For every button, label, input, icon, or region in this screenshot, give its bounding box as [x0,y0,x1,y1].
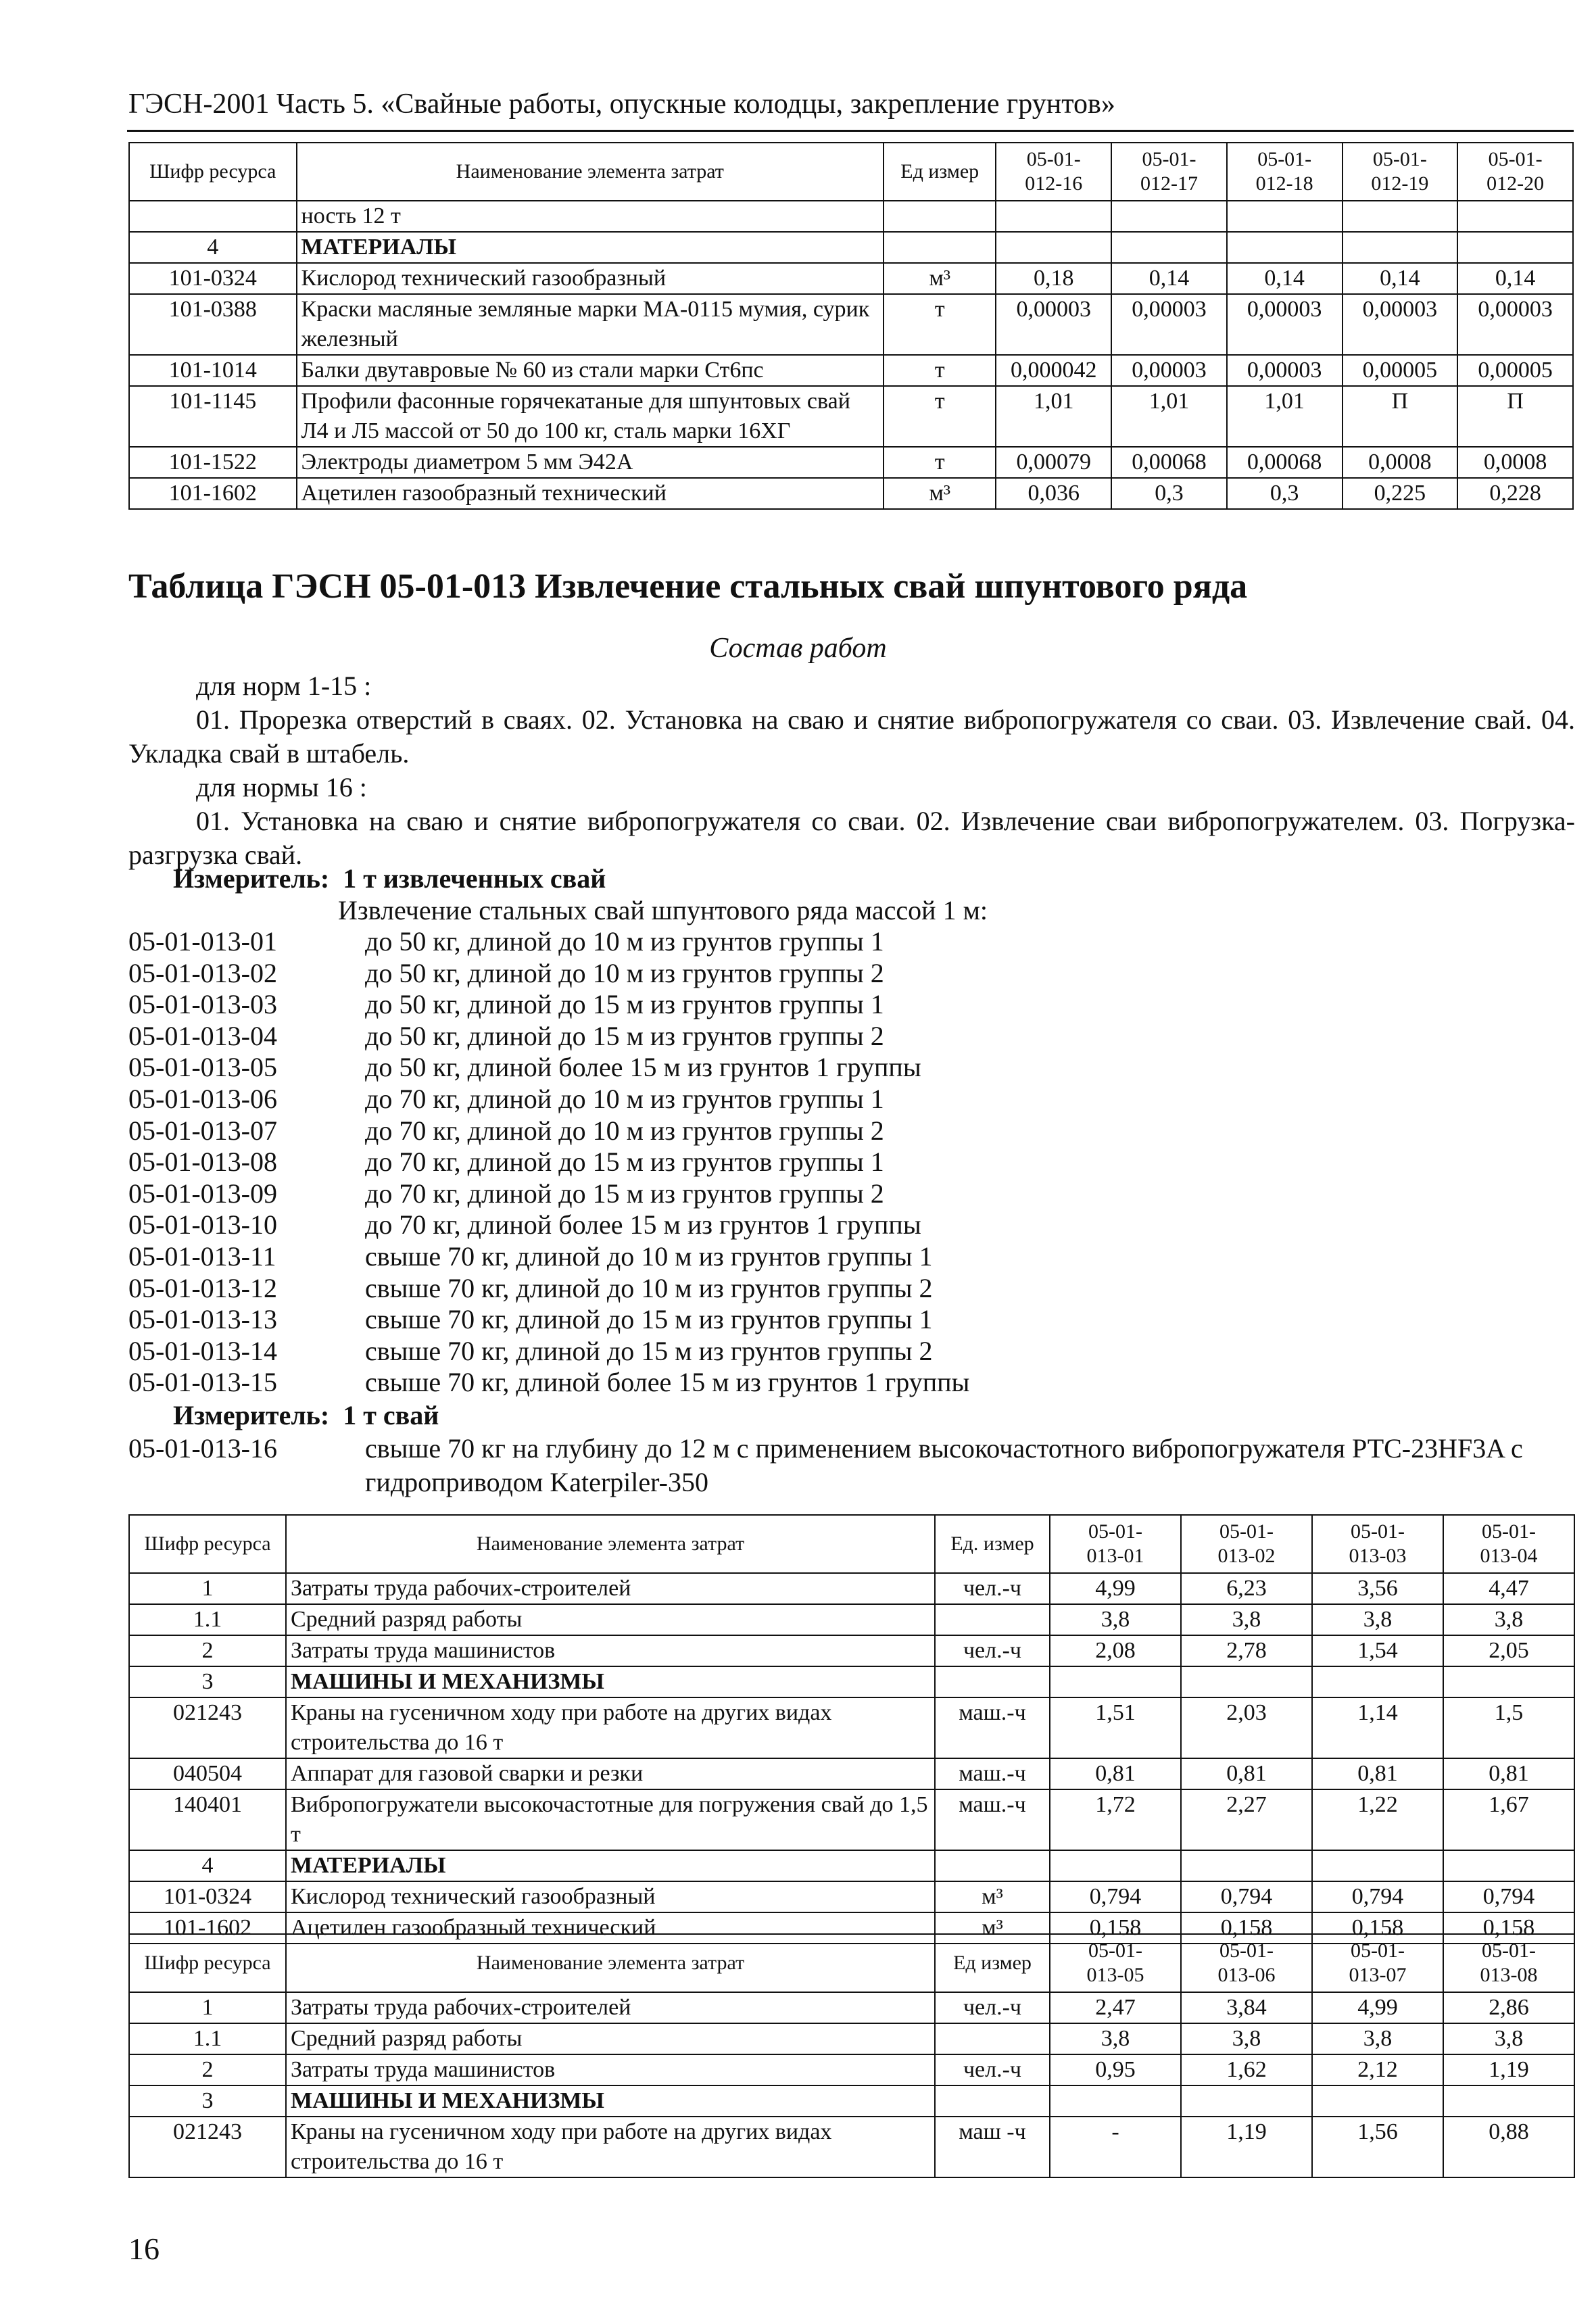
row-name: ность 12 т [297,201,884,232]
header-name: Наименование элемента затрат [286,1515,935,1573]
row-value: 3,8 [1312,1604,1443,1635]
header-name: Наименование элемента затрат [297,143,884,201]
row-value: 4,99 [1312,1992,1443,2023]
row-value [1343,201,1458,232]
table-row [129,355,1573,386]
row-value: 0,00068 [1227,447,1343,478]
row-code: 021243 [129,2117,286,2177]
list-item-code: 05-01-013-02 [128,957,277,988]
header-norm-col: 05-01- 013-04 [1443,1515,1574,1573]
section-heading: МАТЕРИАЛЫ [286,1850,935,1881]
table-row [129,1697,1574,1758]
row-code: 1.1 [129,1604,286,1635]
row-value: 0,14 [1111,263,1227,294]
row-unit: т [884,386,996,447]
row-value [1312,2085,1443,2117]
section-row [129,1850,1574,1881]
row-value: 3,8 [1443,2023,1574,2054]
row-code: 140401 [129,1789,286,1850]
row-unit [935,2085,1050,2117]
row-name: Электроды диаметром 5 мм Э42А [297,447,884,478]
list-item [128,958,969,990]
list-item-text: до 70 кг, длиной до 15 м из грунтов группы 2 [365,1178,884,1209]
row-value: 0,158 [1181,1912,1312,1944]
list-item-text: свыше 70 кг, длиной более 15 м из грунтов 1 группы [365,1367,970,1398]
row-value: 0,3 [1111,478,1227,509]
list-item [128,926,969,958]
row-value: 0,00079 [996,447,1111,478]
list-item [128,1021,969,1053]
list-item-text: до 70 кг, длиной до 10 м из грунтов группы 2 [365,1115,884,1146]
list-item-text: свыше 70 кг, длиной до 15 м из грунтов группы 1 [365,1304,933,1335]
table-row [129,1573,1574,1604]
row-name: Затраты труда машинистов [286,1635,935,1666]
table-row [129,2023,1574,2054]
row-value: 4,47 [1443,1573,1574,1604]
table-row [129,1604,1574,1635]
section-row [129,2085,1574,2117]
row-unit: т [884,294,996,355]
list-item [128,1115,969,1147]
table-row [129,1992,1574,2023]
row-value [1050,1850,1181,1881]
table-header-row [129,1515,1574,1573]
norms-1-15-label: для норм 1-15 : [196,671,372,701]
row-value [1227,201,1343,232]
meter-1-label: Измеритель: [173,863,330,894]
list-item-code: 05-01-013-13 [128,1304,277,1335]
row-value [1181,2085,1312,2117]
row-unit: чел.-ч [935,1635,1050,1666]
row-value: 3,8 [1443,1604,1574,1635]
row-value: 0,3 [1227,478,1343,509]
row-value: 0,00003 [1227,294,1343,355]
list-item [128,1209,969,1241]
row-code: 040504 [129,1758,286,1789]
row-value: 0,00003 [1111,294,1227,355]
row-code: 101-1602 [129,1912,286,1944]
list-item-text: до 70 кг, длиной более 15 м из грунтов 1 группы [365,1209,921,1240]
table-row [129,1789,1574,1850]
row-value: 0,00005 [1457,355,1573,386]
row-name: Краски масляные земляные марки МА-0115 мумия, сурик железный [297,294,884,355]
row-value: 3,8 [1050,2023,1181,2054]
row-value: 0,88 [1443,2117,1574,2177]
row-value: 0,14 [1343,263,1458,294]
row-value: 3,8 [1050,1604,1181,1635]
page-number: 16 [128,2231,160,2266]
list-item-code: 05-01-013-09 [128,1178,277,1209]
row-value [1457,201,1573,232]
row-value [1050,2085,1181,2117]
row-unit: т [884,447,996,478]
row-value: 0,81 [1181,1758,1312,1789]
row-value: 2,12 [1312,2054,1443,2085]
row-code: 3 [129,2085,286,2117]
section-row [129,1666,1574,1697]
row-value: 6,23 [1181,1573,1312,1604]
row-value: 3,56 [1312,1573,1443,1604]
row-value [1312,1666,1443,1697]
row-code: 101-1602 [129,478,297,509]
row-unit: маш.-ч [935,1697,1050,1758]
row-value: 0,000042 [996,355,1111,386]
list-intro: Извлечение стальных свай шпунтового ряда массой 1 м: [338,895,988,925]
row-value: 3,84 [1181,1992,1312,2023]
list-item [128,1336,969,1368]
row-unit: маш.-ч [935,1789,1050,1850]
row-value: 1,51 [1050,1697,1181,1758]
list-item-text: свыше 70 кг, длиной до 15 м из грунтов группы 2 [365,1335,933,1366]
table-row [129,263,1573,294]
row-unit: т [884,355,996,386]
list-item-text: до 70 кг, длиной до 10 м из грунтов группы 1 [365,1083,884,1114]
meter-2-value: 1 т свай [343,1400,439,1430]
row-value: 0,036 [996,478,1111,509]
row-unit [884,201,996,232]
row-name: Ацетилен газообразный технический [297,478,884,509]
header-norm-col: 05-01- 013-01 [1050,1515,1181,1573]
row-value: 0,228 [1457,478,1573,509]
row-value [1181,1666,1312,1697]
table-row [129,2054,1574,2085]
row-value [1111,232,1227,263]
header-rule [127,130,1574,132]
row-value: 0,18 [996,263,1111,294]
table-row [129,447,1573,478]
list-item [128,1147,969,1178]
row-value: 2,86 [1443,1992,1574,2023]
table-row [129,386,1573,447]
row-value: 0,00003 [996,294,1111,355]
table-header-row [129,1934,1574,1992]
row-code: 4 [129,232,297,263]
table-row [129,478,1573,509]
row-unit: м³ [884,478,996,509]
row-value: 2,47 [1050,1992,1181,2023]
row-value: 0,158 [1312,1912,1443,1944]
list-item-text: до 50 кг, длиной до 15 м из грунтов группы 2 [365,1020,884,1051]
item-16-text: свыше 70 кг на глубину до 12 м с применением высокочастотного вибропогружателя РТС-23HF3A с гидроприводом Katerpiler-350 [365,1433,1523,1497]
row-name: Вибропогружатели высокочастотные для погружения свай до 1,5 т [286,1789,935,1850]
list-item-code: 05-01-013-01 [128,926,277,957]
list-item-text: до 50 кг, длиной до 10 м из грунтов группы 1 [365,926,884,957]
row-value: 1,01 [1227,386,1343,447]
row-value: 0,00003 [1343,294,1458,355]
header-unit: Ед измер [935,1934,1050,1992]
row-value: 1,62 [1181,2054,1312,2085]
list-item [128,989,969,1021]
section-row [129,232,1573,263]
list-item [128,1367,969,1399]
row-value [1050,1666,1181,1697]
row-code: 1 [129,1573,286,1604]
row-value: 0,794 [1050,1881,1181,1912]
list-item-text: до 50 кг, длиной до 10 м из грунтов группы 2 [365,957,884,988]
row-value: 0,00003 [1227,355,1343,386]
row-value: 1,5 [1443,1697,1574,1758]
row-code: 101-1522 [129,447,297,478]
list-item [128,1304,969,1336]
header-norm-col: 05-01- 013-05 [1050,1934,1181,1992]
meter-1-value: 1 т извлеченных свай [343,863,606,894]
row-value: 1,22 [1312,1789,1443,1850]
table-row [129,1635,1574,1666]
row-name: Затраты труда рабочих-строителей [286,1992,935,2023]
row-code: 101-1014 [129,355,297,386]
header-unit: Ед. измер [935,1515,1050,1573]
row-value [1111,201,1227,232]
list-item-code: 05-01-013-11 [128,1240,276,1272]
section-heading: МАТЕРИАЛЫ [297,232,884,263]
list-item-text: свыше 70 кг, длиной до 10 м из грунтов группы 2 [365,1272,933,1303]
table-row [129,201,1573,232]
row-name: Средний разряд работы [286,1604,935,1635]
list-item-text: до 70 кг, длиной до 15 м из грунтов группы 1 [365,1147,884,1178]
row-name: Кислород технический газообразный [297,263,884,294]
row-name: Затраты труда машинистов [286,2054,935,2085]
meter-1 [173,863,606,894]
row-value [1443,1850,1574,1881]
row-value: 1,14 [1312,1697,1443,1758]
row-value: 0,14 [1457,263,1573,294]
row-value: 0,00003 [1111,355,1227,386]
row-value: 2,03 [1181,1697,1312,1758]
header-norm-col: 05-01- 013-08 [1443,1934,1574,1992]
row-value: 1,56 [1312,2117,1443,2177]
row-code: 021243 [129,1697,286,1758]
meter-2-label: Измеритель: [173,1400,330,1430]
row-unit [935,1850,1050,1881]
row-unit: маш.-ч [935,1758,1050,1789]
header-norm-col: 05-01- 013-06 [1181,1934,1312,1992]
row-value: 0,794 [1312,1881,1443,1912]
row-code: 1 [129,1992,286,2023]
row-unit: м³ [935,1881,1050,1912]
row-value: 2,08 [1050,1635,1181,1666]
row-code: 2 [129,2054,286,2085]
row-name: Балки двутавровые № 60 из стали марки Ст6пс [297,355,884,386]
row-name: Кислород технический газообразный [286,1881,935,1912]
row-unit [884,232,996,263]
row-value [1227,232,1343,263]
list-item [128,1241,969,1273]
list-item-code: 05-01-013-07 [128,1115,277,1146]
row-value: 1,01 [996,386,1111,447]
row-unit: чел.-ч [935,2054,1050,2085]
row-value: 0,158 [1443,1912,1574,1944]
header-norm-col: 05-01- 012-20 [1457,143,1573,201]
row-value [1443,2085,1574,2117]
header-norm-col: 05-01- 013-03 [1312,1515,1443,1573]
row-code: 101-0324 [129,263,297,294]
section-title: Таблица ГЭСН 05-01-013 Извлечение стальных свай шпунтового ряда [128,567,1248,606]
list-item-code: 05-01-013-14 [128,1335,277,1366]
norm-16-text: 01. Установка на сваю и снятие вибропогружателя со сваи. 02. Извлечение сваи вибропогружателем. 03. Погрузка-разгрузка свай. [128,806,1575,870]
row-value: - [1050,2117,1181,2177]
row-code: 101-0324 [129,1881,286,1912]
row-value: 0,00068 [1111,447,1227,478]
row-value: 1,19 [1443,2054,1574,2085]
row-value: 0,225 [1343,478,1458,509]
row-value: 4,99 [1050,1573,1181,1604]
header-code: Шифр ресурса [129,1934,286,1992]
row-value: 0,81 [1312,1758,1443,1789]
row-value [1181,1850,1312,1881]
list-item-code: 05-01-013-05 [128,1052,277,1083]
row-value: 0,00005 [1343,355,1458,386]
section-heading: МАШИНЫ И МЕХАНИЗМЫ [286,2085,935,2117]
row-unit: м³ [935,1912,1050,1944]
row-code [129,201,297,232]
list-item-text: до 50 кг, длиной до 15 м из грунтов группы 1 [365,989,884,1020]
row-value: 0,794 [1181,1881,1312,1912]
header-norm-col: 05-01- 012-19 [1343,143,1458,201]
row-value: 3,8 [1312,2023,1443,2054]
list-item-code: 05-01-013-12 [128,1272,277,1303]
table-header-row [129,143,1573,201]
list-item-code: 05-01-013-08 [128,1147,277,1178]
row-code: 101-0388 [129,294,297,355]
norm-16-label: для нормы 16 : [196,772,367,802]
header-norm-col: 05-01- 013-02 [1181,1515,1312,1573]
row-unit: м³ [884,263,996,294]
table-row [129,1758,1574,1789]
header-name: Наименование элемента затрат [286,1934,935,1992]
row-name: Ацетилен газообразный технический [286,1912,935,1944]
row-value [1457,232,1573,263]
list-item-code: 05-01-013-06 [128,1083,277,1114]
norm-list [128,926,969,1399]
row-value: 3,8 [1181,2023,1312,2054]
header-norm-col: 05-01- 012-17 [1111,143,1227,201]
row-value [1443,1666,1574,1697]
row-code: 2 [129,1635,286,1666]
row-value: 2,27 [1181,1789,1312,1850]
row-unit [935,1604,1050,1635]
row-name: Профили фасонные горячекатаные для шпунтовых свай Л4 и Л5 массой от 50 до 100 кг, сталь марки 16ХГ [297,386,884,447]
row-value: 2,05 [1443,1635,1574,1666]
row-value [996,232,1111,263]
list-item [128,1052,969,1084]
section-heading: МАШИНЫ И МЕХАНИЗМЫ [286,1666,935,1697]
row-value [1343,232,1458,263]
row-code: 3 [129,1666,286,1697]
list-item-text: свыше 70 кг, длиной до 10 м из грунтов группы 1 [365,1240,933,1272]
row-value: 0,00003 [1457,294,1573,355]
list-item-code: 05-01-013-04 [128,1020,277,1051]
row-value: 0,0008 [1343,447,1458,478]
row-value: П [1343,386,1458,447]
row-unit: маш -ч [935,2117,1050,2177]
row-value: 0,158 [1050,1912,1181,1944]
row-value: 0,81 [1050,1758,1181,1789]
item-16-code: 05-01-013-16 [128,1433,277,1464]
resource-table-a [128,1514,1575,1944]
list-item-text: до 50 кг, длиной более 15 м из грунтов 1 группы [365,1052,921,1083]
row-code: 101-1145 [129,386,297,447]
row-value: 1,54 [1312,1635,1443,1666]
header-code: Шифр ресурса [129,1515,286,1573]
row-value: 1,01 [1111,386,1227,447]
norms-1-15-text: 01. Прорезка отверстий в сваях. 02. Установка на сваю и снятие вибропогружателя со сваи. 03. Извлечение свай. 04. Укладка свай в штабель. [128,704,1575,769]
header-unit: Ед измер [884,143,996,201]
row-value: 1,19 [1181,2117,1312,2177]
list-item-code: 05-01-013-15 [128,1367,277,1398]
row-value: 0,14 [1227,263,1343,294]
row-name: Краны на гусеничном ходу при работе на других видах строительства до 16 т [286,2117,935,2177]
row-unit: чел.-ч [935,1992,1050,2023]
row-value: 2,78 [1181,1635,1312,1666]
row-value [996,201,1111,232]
list-item-code: 05-01-013-03 [128,989,277,1020]
header-code: Шифр ресурса [129,143,297,201]
row-value: 1,67 [1443,1789,1574,1850]
list-item [128,1084,969,1115]
meter-2 [173,1399,439,1431]
running-header: ГЭСН-2001 Часть 5. «Свайные работы, опускные колодцы, закрепление грунтов» [128,89,1115,120]
row-code: 4 [129,1850,286,1881]
row-value: 1,72 [1050,1789,1181,1850]
row-name: Затраты труда рабочих-строителей [286,1573,935,1604]
row-name: Средний разряд работы [286,2023,935,2054]
header-norm-col: 05-01- 012-16 [996,143,1111,201]
list-item [128,1178,969,1210]
works-heading: Состав работ [709,633,887,664]
resource-table-b [128,1933,1575,2178]
header-norm-col: 05-01- 013-07 [1312,1934,1443,1992]
row-name: Краны на гусеничном ходу при работе на других видах строительства до 16 т [286,1697,935,1758]
row-value: 3,8 [1181,1604,1312,1635]
row-value: 0,794 [1443,1881,1574,1912]
header-norm-col: 05-01- 012-18 [1227,143,1343,201]
row-unit [935,2023,1050,2054]
row-unit [935,1666,1050,1697]
table-row [129,1881,1574,1912]
row-value: 0,81 [1443,1758,1574,1789]
row-value: П [1457,386,1573,447]
resource-table-top [128,142,1574,510]
list-item [128,1273,969,1305]
row-value [1312,1850,1443,1881]
row-name: Аппарат для газовой сварки и резки [286,1758,935,1789]
row-code: 1.1 [129,2023,286,2054]
table-row [129,294,1573,355]
table-row [129,2117,1574,2177]
list-item-code: 05-01-013-10 [128,1209,277,1240]
row-unit: чел.-ч [935,1573,1050,1604]
row-value: 0,0008 [1457,447,1573,478]
row-value: 0,95 [1050,2054,1181,2085]
